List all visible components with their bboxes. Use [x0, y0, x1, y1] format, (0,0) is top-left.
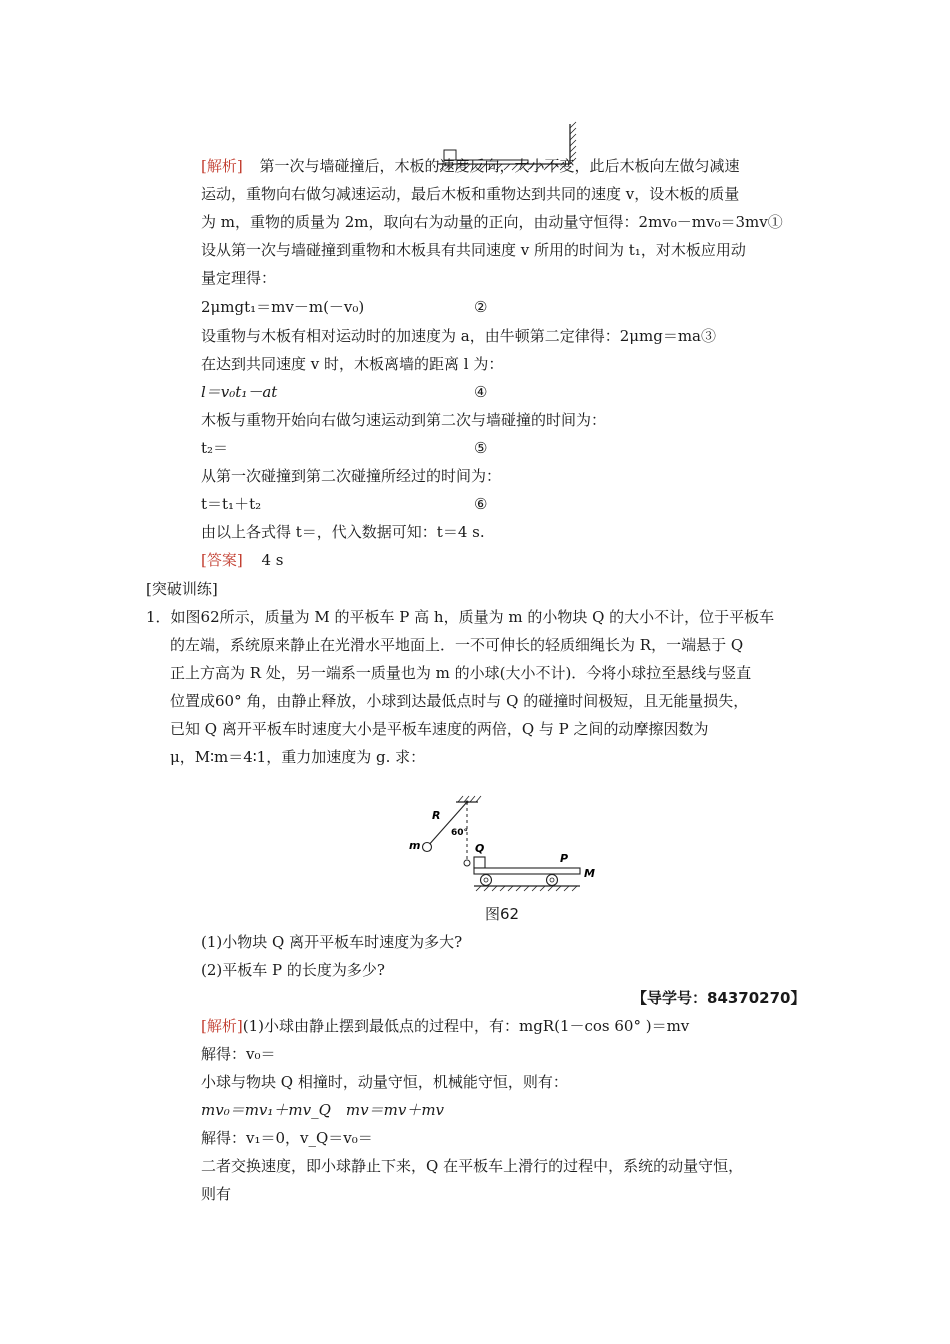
analysis-text: 二者交换速度，即小球静止下来，Q 在平板车上滑行的过程中，系统的动量守恒， [201, 1157, 744, 1175]
analysis-text: 由以上各式得 t＝，代入数据可知：t＝4 s. [201, 523, 485, 541]
analysis-text: 运动，重物向右做匀减速运动，最后木板和重物达到共同的速度 v，设木板的质量 [201, 185, 740, 203]
problem-text: μ，M∶m＝4∶1，重力加速度为 g. 求： [170, 748, 426, 766]
analysis-tag: [解析] [201, 157, 243, 175]
problem-text: 位置成60° 角，由静止释放，小球到达最低点时与 Q 的碰撞时间极短，且无能量损失， [170, 692, 749, 710]
label-R: R [432, 809, 441, 822]
section-title: [突破训练] [146, 580, 218, 598]
equation: t＝t₁＋t₂ [201, 495, 262, 513]
analysis-text: 为 m，重物的质量为 2m，取向右为动量的正向，由动量守恒得：2mv₀－mv₀＝3mv① [201, 213, 783, 231]
pendulum-cart-figure [400, 790, 610, 900]
equation-number: ② [474, 298, 488, 316]
label-M: M [584, 867, 595, 880]
label-Q: Q [475, 842, 485, 855]
analysis-text: 设从第一次与墙碰撞到重物和木板具有共同速度 v 所用的时间为 t₁，对木板应用动 [201, 241, 746, 259]
analysis-text: (1)小球由静止摆到最低点的过程中，有：mgR(1－cos 60° )＝mv [242, 1017, 690, 1035]
equation-number: ⑤ [474, 439, 488, 457]
guide-number: 【导学号：84370270】 [632, 989, 806, 1007]
label-angle: 60° [451, 828, 469, 838]
problem-text: 正上方高为 R 处，另一端系一质量也为 m 的小球(大小不计)．今将小球拉至悬线与竖直 [170, 664, 752, 682]
analysis-tag: [解析] [201, 1017, 243, 1035]
equation: 2μmgt₁＝mv－m(－v₀) [201, 298, 365, 316]
answer-value: 4 s [261, 551, 284, 569]
analysis-text: 木板与重物开始向右做匀速运动到第二次与墙碰撞的时间为： [201, 411, 607, 429]
analysis-text: 从第一次碰撞到第二次碰撞所经过的时间为： [201, 467, 502, 485]
problem-number: 1． [146, 608, 171, 626]
sub-question: (1)小物块 Q 离开平板车时速度为多大? [201, 933, 463, 951]
label-P: P [560, 852, 569, 865]
analysis-text: 小球与物块 Q 相撞时，动量守恒，机械能守恒，则有： [201, 1073, 568, 1091]
analysis-text: 则有 [201, 1185, 232, 1203]
problem-text: 已知 Q 离开平板车时速度大小是平板车速度的两倍，Q 与 P 之间的动摩擦因数为 [170, 720, 709, 738]
problem-text: 的左端，系统原来静止在光滑水平地面上．一不可伸长的轻质细绳长为 R，一端悬于 Q [170, 636, 744, 654]
analysis-text: 解得：v₀＝ [201, 1045, 276, 1063]
equation: l＝v₀t₁－at [201, 383, 278, 401]
analysis-text: 在达到共同速度 v 时，木板离墙的距离 l 为： [201, 355, 504, 373]
equation-number: ④ [474, 383, 488, 401]
equation: mv₀＝mv₁＋mv_Q mv＝mv＋mv [201, 1101, 445, 1119]
analysis-text: 设重物与木板有相对运动时的加速度为 a，由牛顿第二定律得：2μmg＝ma③ [201, 327, 716, 345]
analysis-text: 解得：v₁＝0，v_Q＝v₀＝ [201, 1129, 373, 1147]
analysis-text: 第一次与墙碰撞后，木板的速度反向，大小不变，此后木板向左做匀减速 [259, 157, 740, 175]
equation: t₂＝ [201, 439, 229, 457]
problem-text: 如图62所示，质量为 M 的平板车 P 高 h，质量为 m 的小物块 Q 的大小不计，位于平板车 [170, 608, 775, 626]
analysis-text: 量定理得： [201, 269, 277, 287]
equation-number: ⑥ [474, 495, 488, 513]
figure-caption: 图62 [485, 905, 520, 923]
answer-tag: [答案] [201, 551, 243, 569]
sub-question: (2)平板车 P 的长度为多少? [201, 961, 385, 979]
label-m: m [409, 839, 421, 852]
